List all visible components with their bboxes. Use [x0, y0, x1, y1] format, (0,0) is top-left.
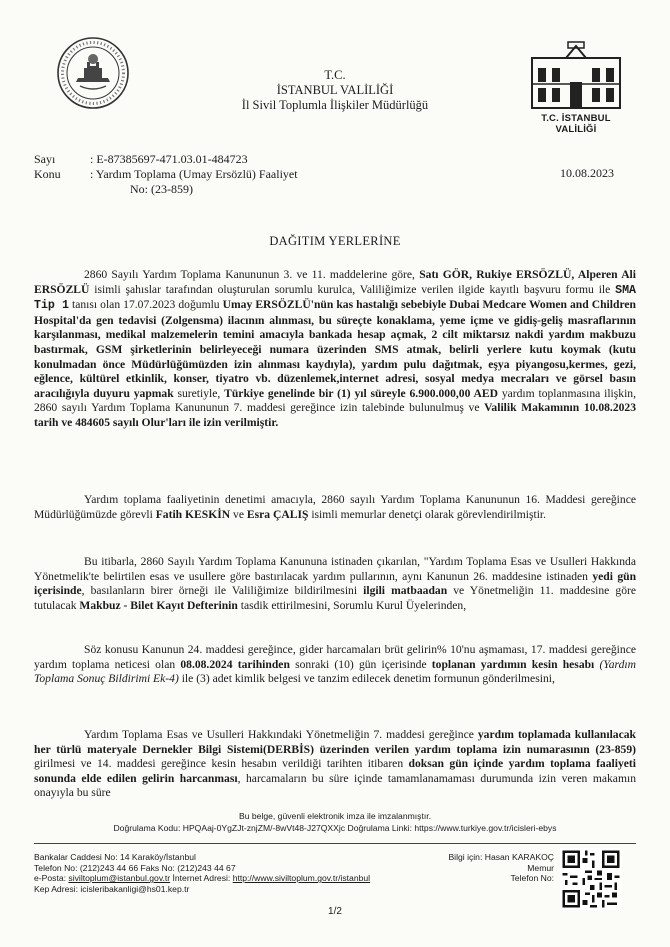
paragraph-4: Söz konusu Kanunun 24. maddesi gereğince, gider harcamaları brüt gelirin% 10'nu aşmaması, 17. maddesi gereğince yardım toplama neticesi olan 08.08.2024 tarihinden sonraki (10) gün içerisinde toplanan yardımın kesin hesabı (Yardım Toplama Sonuç Bildirimi Ek-4) ile (3) adet kimlik belgesi ve tanzim edilecek denetim formunun gönderilmesini, [34, 643, 636, 686]
footer-email-link[interactable]: siviltoplum@istanbul.gov.tr [68, 873, 171, 884]
footer-kep: Kep Adresi: icisleribakanligi@hs01.kep.tr [34, 883, 190, 894]
document-title: DAĞITIM YERLERİNE [269, 234, 401, 248]
document-date: 10.08.2023 [560, 166, 614, 180]
contact-phone: Telefon No: [510, 873, 554, 884]
paragraph-1: 2860 Sayılı Yardım Toplama Kanununun 3. ve 11. maddelerine göre, Satı GÖR, Rukiye ERSÖZLÜ, Alperen Ali ERSÖZLÜ isimli şahıslar tarafından oluşturulan sorumlu kurulca, Valiliğimize verilen ilgide kayıtlı başvuru formu ile SMA Tip 1 tanısı olan 17.07.2023 doğumlu Umay ERSÖZLÜ'nün kas hastalığı sebebiyle Dubai Medcare Women and Children Hospital'da gen tedavisi (Zolgensma) ilacının alınması, bu süreçte konaklama, yeme içme ve gidiş-geliş masraflarının karşılanması, medikal malzemelerin temini amacıyla bankada hesap açmak, 2 cilt miktarsız nakdi yardım makbuzu bastırmak, GSM şirketlerinin belirleyeceği numara üzerinden SMS atmak, belirli yerlere kutu koymak (kutu konulmadan önce Müdürlüğümüzden izin alınması kaydıyla), yardım pulu dağıtmak, eşya piyangosu,kermes, gezi, eğlence, kültürel etkinlik, konser, tiyatro vb. düzenlemek,internet adresi, sosyal medya mecraları ve görsel basın aracılığıyla duyuru yapmak suretiyle, Türkiye genelinde bir (1) yıl süreyle 6.900.000,00 AED yardım toplanmasına ilişkin, 2860 sayılı Yardım Toplama Kanununun 7. maddesi gereğince izin talebinde bulunulmuş ve Valilik Makamının 10.08.2023 tarih ve 484605 sayılı Olur'ları ile izin verilmiştir. [34, 268, 637, 429]
document-meta [34, 152, 298, 197]
footer-address-block: Bankalar Caddesi No: 14 Karaköy/İstanbul Telefon No: (212)243 44 66 Faks No: (212)243 44 67 e-Posta: siviltoplum@istanbul.gov.tr İnternet Adresi: http://www.siviltoplum.gov.tr/istanbul Kep Adresi: icisleribakanligi@hs01.kep.tr [34, 852, 371, 894]
konu-value: : Yardım Toplama (Umay Ersözlü) Faaliyet [90, 167, 298, 181]
esign-note: Bu belge, güvenli elektronik imza ile imzalanmıştır. [238, 811, 431, 821]
konu-label: Konu [34, 167, 61, 181]
letterhead [0, 68, 670, 113]
page-number: 1/2 [328, 906, 342, 917]
paragraph-5: Yardım Toplama Esas ve Usulleri Hakkındaki Yönetmeliğin 7. maddesi gereğince yardım toplamada kullanılacak her türlü materyale Dernekler Bilgi Sistemi(DERBİS) üzerinden verilen yardım toplama izin numarasının (23-859) girilmesi ve 14. maddesi gereğince kesin hesabın verildiği tarihten itibaren doksan gün içinde yardım toplama faaliyeti sonunda elde edilen gelirin harcanması, harcamaların bu süre içinde tamamlanamaması durumunda izin veren makamın onayıyla bu süre [34, 728, 636, 800]
qr-code-icon [560, 848, 622, 910]
konu-no: No: (23-859) [130, 182, 193, 196]
sayi-label: Sayı [34, 152, 56, 166]
footer-address: Bankalar Caddesi No: 14 Karaköy/İstanbul [34, 852, 196, 862]
paragraph-3: Bu itibarla, 2860 Sayılı Yardım Toplama Kanununa istinaden çıkarılan, "Yardım Toplama Esas ve Usulleri Hakkında Yönetmelik'te belirtilen esas ve usullere göre bastırılacak yardım pullarının, aynı Kanunun 26. maddesine istinaden yedi gün içerisinde, basılanların birer örneği ile Valiliğimize bildirilmesini ilgili matbaadan ve Yönetmeliğin 11. maddesine göre tutulacak Makbuz - Bilet Kayıt Defterinin tasdik ettirilmesini, Sorumlu Kurul Üyelerinden, [34, 555, 637, 612]
header-governorship: İSTANBUL VALİLİĞİ [276, 83, 394, 97]
contact-title: Memur [527, 862, 554, 873]
footer-phone: Telefon No: (212)243 44 66 Faks No: (212)243 44 67 [34, 862, 236, 873]
footer-web-link[interactable]: http://www.siviltoplum.gov.tr/istanbul [232, 873, 371, 884]
contact-person: Bilgi için: Hasan KARAKOÇ [448, 852, 554, 862]
sayi-value: : E-87385697-471.03.01-484723 [90, 152, 248, 166]
footer-divider [34, 843, 636, 844]
verification-note: Doğrulama Kodu: HPQAaj-0YgZJt-znjZM/-8wVt48-J27QXXjc Doğrulama Linki: https://www.turkiye.gov.tr/icisleri-ebys [113, 823, 557, 833]
paragraph-2: Yardım toplama faaliyetinin denetimi amacıyla, 2860 sayılı Yardım Toplama Kanununun 16. Maddesi gereğince Müdürlüğümüzde görevli Fatih KESKİN ve Esra ÇALIŞ isimli memurlar denetçi olarak görevlendirilmiştir. [34, 493, 636, 521]
contact-info [440, 852, 554, 884]
header-tc: T.C. [324, 68, 346, 82]
header-directorate: İl Sivil Toplumla İlişkiler Müdürlüğü [241, 98, 429, 112]
logo-caption: T.C. İSTANBUL VALİLİĞİ [541, 113, 611, 135]
